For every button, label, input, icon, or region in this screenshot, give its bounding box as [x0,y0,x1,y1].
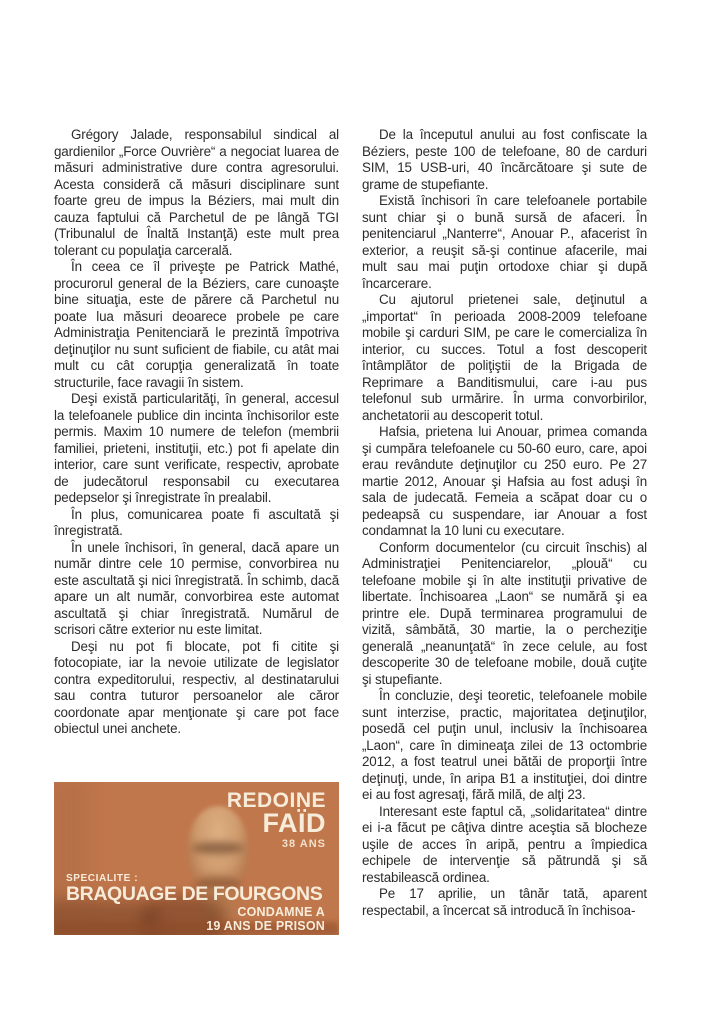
inmate-sentence-block [206,906,325,933]
article-column-right [362,127,647,919]
inmate-first-name: REDOINE [226,789,326,812]
paragraph: Deşi există particularităţi, în general, accesul la telefoanele publice din incinta închisorilor este permis. Maxim 10 numere de telefon (membrii familiei, prieteni, instituţii, etc.) pot fi apelate din interior, care sunt verificate, respectiv, aprobate de judecătorul responsabil cu executarea pedepselor şi înregistrate în prealabil. [54,391,339,505]
paragraph: Pe 17 aprilie, un tânăr tată, aparent respectabil, a încercat să introducă în închisoa- [362,886,647,918]
inmate-name-block [227,790,326,850]
paragraph: Conform documentelor (cu circuit înschis) al Administraţiei Penitenciarelor, „plouă“ cu telefoane mobile şi în alte instituţii privative de libertate. Închisoarea „Laon“ se numără şi ea printre ele. După terminarea programului de vizită, sâmbătă, 30 martie, la o percheziţie generală „neanunţată“ în zece celule, au fost descoperite 30 de telefoane mobile, două cuţite şi stupefiante. [362,539,647,687]
paragraph: În unele închisori, în general, dacă apare un număr dintre cele 10 permise, convorbirea nu este ascultată şi nici înregistrată. În schimb, dacă apare un alt număr, convorbirea este automat ascultată şi chiar înregistrată. Numărul de scrisori către exterior nu este limitat. [54,539,339,637]
specialty-label: SPECIALITE : [66,873,139,884]
paragraph: De la începutul anului au fost confiscate la Béziers, peste 100 de telefoane, 80 de carduri SIM, 15 USB-uri, 40 încărcătoare şi sute de grame de stupefiante. [362,127,647,192]
inmate-photo-card [54,782,339,935]
paragraph: Există închisori în care telefoanele portabile sunt chiar şi o bună sursă de afaceri. În penitenciarul „Nanterre“, Anouar P., afacerist în exterior, a reuşit să-şi continue afacerile, mai mult sau mai puţin ortodoxe chiar şi după încarcerare. [362,193,647,291]
sentence-line1: CONDAMNE A [237,905,325,919]
paragraph: Interesant este faptul că, „solidaritatea“ dintre ei i-a făcut pe câţiva dintre aceştia să blocheze uşile de acces în aripă, pentru a împiedica echipele de intervenţie să pătrundă şi să restabilească ordinea. [362,803,647,885]
paragraph: Cu ajutorul prietenei sale, deţinutul a „importat“ în perioada 2008-2009 telefoane mobile şi carduri SIM, pe care le comercializa în interior, cu succes. Totul a fost descoperit întâmplător de poliţiştii de la Brigada de Reprimare a Banditismului, care i-au pus telefonul sub urmărire. În urma convorbirilor, anchetatorii au descoperit totul. [362,292,647,423]
paragraph: Grégory Jalade, responsabilul sindical al gardienilor „Force Ouvrière“ a negociat luarea de măsuri administrative dure contra agresorului. Acesta consideră că măsuri disciplinare sunt foarte greu de impus la Béziers, mai mult din cauza faptului că Parchetul de pe lângă TGI (Tribunalul de Înaltă Instanţă) este mult prea tolerant cu populaţia carcerală. [54,127,339,258]
sentence-line2: 19 ANS DE PRISON [206,918,325,933]
inmate-last-name: FAÏD [262,808,326,838]
paragraph: În ceea ce îl priveşte pe Patrick Mathé, procurorul general de la Béziers, care cunoaşte bine situaţia, este de părere că Parchetul nu poate lua măsuri deoarece probele pe care Administraţia Penitenciară le prezintă împotriva deţinuţilor nu sunt suficient de fiabile, cu atât mai mult cu cât corupţia generalizată în toate structurile, face ravagii în sistem. [54,259,339,390]
paragraph: Deşi nu pot fi blocate, pot fi citite şi fotocopiate, iar la nevoie utilizate de legislator contra expeditorului, respectiv, al destinatarului sau contra tuturor persoanelor ale căror coordonate apar menţionate şi care pot face obiectul unei anchete. [54,638,339,736]
specialty-value: BRAQUAGE DE FOURGONS [66,883,323,905]
paragraph: În concluzie, deşi teoretic, telefoanele mobile sunt interzise, practic, majoritatea deţinuţilor, posedă cel puţin unul, inclusiv la închisoarea „Laon“, care în dimineaţa zilei de 13 octombrie 2012, a fost teatrul unei bătăi de proporţii între deţinuţi, unde, în aripa B1 a instituţiei, doi dintre ei au fost agresaţi, fără milă, de alţi 23. [362,688,647,802]
paragraph: În plus, comunicarea poate fi ascultată şi înregistrată. [54,506,339,538]
inmate-specialty-block [66,874,322,904]
inmate-age: 38 ANS [281,838,326,851]
article-column-left [54,127,339,738]
paragraph: Hafsia, prietena lui Anouar, primea comanda şi cumpăra telefoanele cu 50-60 euro, care, apoi erau revândute deţinuţilor cu 250 euro. Pe 27 martie 2012, Anouar şi Hafsia au fost aduşi în sala de judecată. Femeia a scăpat doar cu o pedeapsă cu suspendare, iar Anouar a fost condamnat la 10 luni cu executare. [362,424,647,538]
